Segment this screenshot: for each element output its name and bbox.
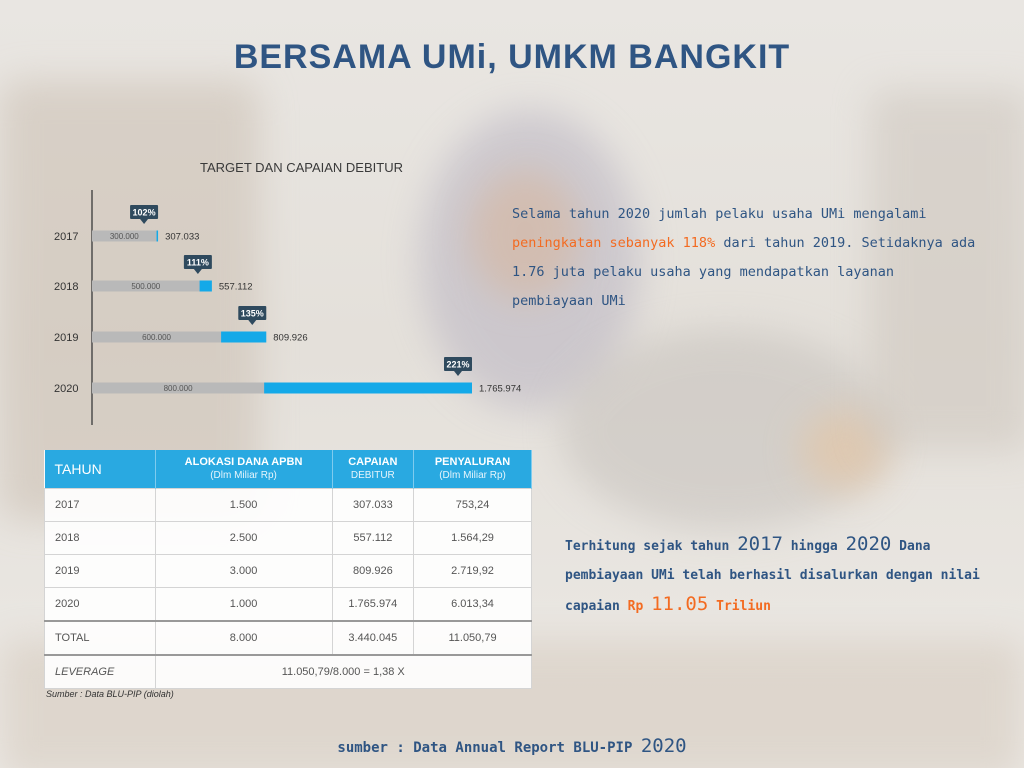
percent-badge-pointer	[454, 371, 462, 376]
cell-penyaluran: 1.564,29	[414, 522, 532, 555]
table-row	[45, 489, 532, 522]
para1-text-2: dari tahun 2019. Setidaknya ada 1.76 juta pelaku usaha yang mendapatkan layanan pembiayaan UMi	[512, 235, 976, 309]
para2-rp: Rp	[627, 599, 652, 614]
target-value-label: 300.000	[109, 232, 139, 241]
cell-alokasi: 3.000	[155, 555, 332, 588]
target-value-label: 600.000	[142, 333, 172, 342]
footer-source	[0, 735, 1024, 757]
table-row	[45, 555, 532, 588]
para2-amount: 11.05	[651, 593, 709, 615]
cell-total-penyaluran: 11.050,79	[414, 621, 532, 655]
cell-alokasi: 1.000	[155, 588, 332, 622]
cell-total-capaian: 3.440.045	[332, 621, 413, 655]
para2-unit: Triliun	[708, 599, 771, 614]
percent-badge-pointer	[248, 320, 256, 325]
chart-title: TARGET DAN CAPAIAN DEBITUR	[200, 160, 403, 175]
percent-label: 102%	[132, 207, 156, 218]
table-source-note: Sumber : Data BLU-PIP (diolah)	[46, 689, 174, 699]
cell-alokasi: 2.500	[155, 522, 332, 555]
header-penyaluran: PENYALURAN (Dlm Miliar Rp)	[414, 450, 532, 489]
cell-year: 2020	[45, 588, 156, 622]
header-alokasi: ALOKASI DANA APBN (Dlm Miliar Rp)	[155, 450, 332, 489]
achieved-value-label: 1.765.974	[479, 383, 522, 395]
header-tahun: TAHUN	[45, 450, 156, 489]
allocation-table	[44, 450, 532, 689]
percent-label: 135%	[240, 308, 264, 319]
cell-year: 2019	[45, 555, 156, 588]
target-value-label: 500.000	[131, 282, 161, 291]
cell-alokasi: 1.500	[155, 489, 332, 522]
achieved-value-label: 307.033	[165, 231, 200, 243]
category-label: 2017	[54, 231, 79, 243]
paragraph-growth	[512, 200, 982, 316]
table-row	[45, 588, 532, 622]
footer-text: sumber : Data Annual Report BLU-PIP	[337, 740, 641, 756]
cell-leverage-label: LEVERAGE	[45, 655, 156, 689]
para2-text-2: hingga	[782, 539, 846, 554]
cell-year: 2018	[45, 522, 156, 555]
footer-year: 2020	[640, 735, 687, 757]
category-label: 2019	[54, 332, 79, 344]
cell-capaian: 307.033	[332, 489, 413, 522]
debitur-bar-chart	[40, 190, 560, 430]
achieved-value-label: 557.112	[218, 281, 253, 293]
cell-capaian: 557.112	[332, 522, 413, 555]
cell-penyaluran: 2.719,92	[414, 555, 532, 588]
cell-penyaluran: 6.013,34	[414, 588, 532, 622]
table-row	[45, 522, 532, 555]
cell-total-label: TOTAL	[45, 621, 156, 655]
percent-label: 221%	[446, 359, 470, 370]
cell-leverage-value: 11.050,79/8.000 = 1,38 X	[155, 655, 532, 689]
para1-accent: peningkatan sebanyak 118%	[512, 235, 716, 251]
category-label: 2020	[54, 383, 79, 395]
paragraph-disbursement	[565, 530, 985, 621]
table-header-row	[45, 450, 532, 489]
percent-badge-pointer	[194, 269, 202, 274]
cell-capaian: 1.765.974	[332, 588, 413, 622]
category-label: 2018	[54, 281, 79, 293]
percent-label: 111%	[186, 257, 209, 268]
para2-year-end: 2020	[845, 533, 892, 555]
achieved-value-label: 809.926	[273, 332, 308, 344]
para2-text-3: Dana pembiayaan UMi telah berhasil disalurkan dengan nilai capaian	[565, 539, 980, 614]
para1-text-1: Selama tahun 2020 jumlah pelaku usaha UMi mengalami	[512, 206, 927, 222]
page-title: BERSAMA UMi, UMKM BANGKIT	[233, 38, 791, 76]
cell-year: 2017	[45, 489, 156, 522]
table-leverage-row	[45, 655, 532, 689]
para2-year-start: 2017	[737, 533, 783, 555]
percent-badge-pointer	[140, 219, 148, 224]
cell-capaian: 809.926	[332, 555, 413, 588]
table-total-row	[45, 621, 532, 655]
cell-total-alokasi: 8.000	[155, 621, 332, 655]
header-capaian: CAPAIAN DEBITUR	[332, 450, 413, 489]
target-value-label: 800.000	[163, 384, 193, 393]
para2-text-1: Terhitung sejak tahun	[565, 539, 738, 554]
cell-penyaluran: 753,24	[414, 489, 532, 522]
